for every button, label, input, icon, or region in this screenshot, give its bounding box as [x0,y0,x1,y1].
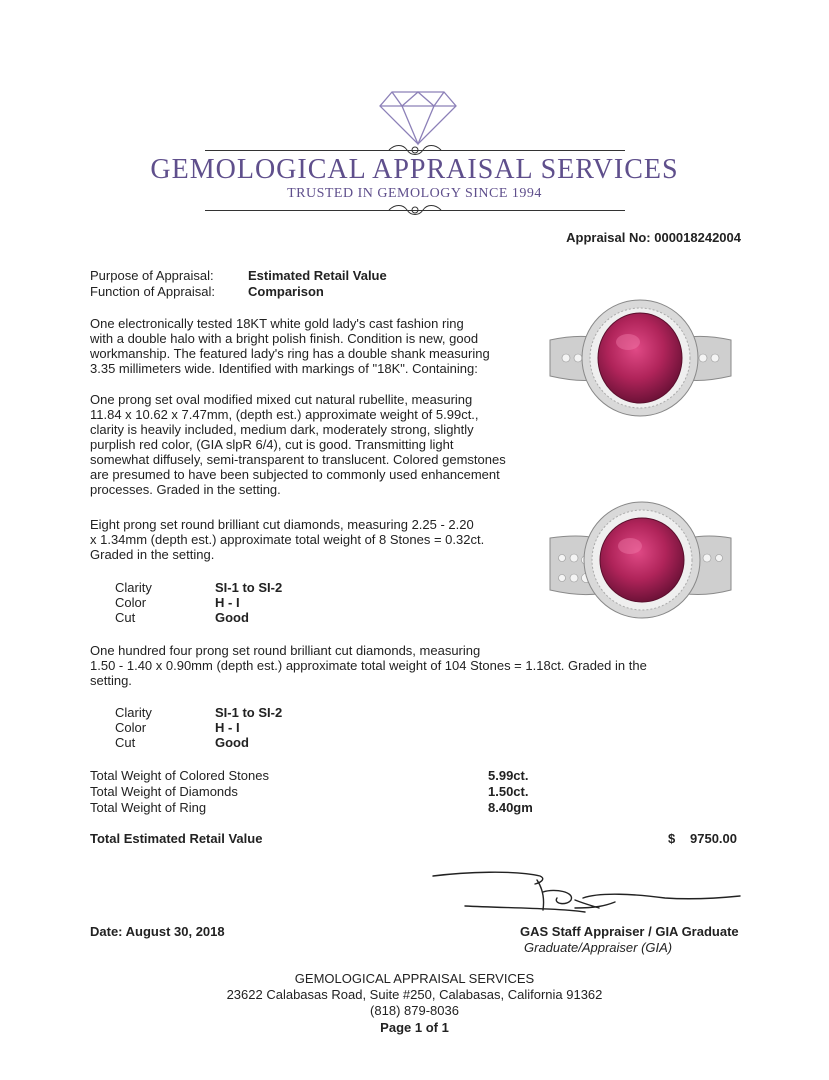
diamonds-1-description: Eight prong set round brilliant cut diamonds, measuring 2.25 - 2.20 x 1.34mm (depth est.) approximate total weight of 8 Stones = 0.32ct. Graded in the setting. [90,517,485,562]
diamonds-2-grade-values: SI-1 to SI-2 H - I Good [215,705,283,750]
diamonds-1-grade-values: SI-1 to SI-2 H - I Good [215,580,283,625]
appraiser-subtitle: Graduate/Appraiser (GIA) [524,940,673,955]
purpose-value: Estimated Retail Value [248,268,387,283]
appraisal-number: Appraisal No: 000018242004 [566,230,741,245]
total-ring-value: 8.40gm [488,800,533,815]
center-stone-description: One prong set oval modified mixed cut natural rubellite, measuring 11.84 x 10.62 x 7.47mm, (depth est.) approximate weight of 5.99ct., clarity is heavily included, medium dark, moderately strong, slightly purplish red color, (GIA slpR 6/4), cut is good. Transmitting light somewhat diffusely, semi-transparent to translucent. Colored gemstones are presumed to have been subjected to commonly used enhancement processes. Graded in the setting. [90,392,506,497]
diamond-logo-icon [378,88,458,146]
total-colored-label: Total Weight of Colored Stones [90,768,269,783]
function-value: Comparison [248,284,324,299]
ring-description: One electronically tested 18KT white gold lady's cast fashion ring with a double halo with a bright polish finish. Condition is new, good workmanship. The featured lady's ring has a double shank measuring 3.35 millimeters wide. Identified with markings of "18K". Containing: [90,316,490,376]
ring-photo-angle-view [548,498,733,628]
appraisal-date: Date: August 30, 2018 [90,924,225,939]
flourish-bottom-icon [385,202,445,218]
company-name: GEMOLOGICAL APPRAISAL SERVICES [150,154,679,185]
ring-photo-top-view [548,290,733,430]
footer-company: GEMOLOGICAL APPRAISAL SERVICES [294,971,535,986]
page-number: Page 1 of 1 [380,1020,449,1035]
total-diamonds-value: 1.50ct. [488,784,529,799]
total-ring-label: Total Weight of Ring [90,800,207,815]
total-diamonds-label: Total Weight of Diamonds [90,784,238,799]
function-label: Function of Appraisal: [90,284,216,299]
company-tagline: TRUSTED IN GEMOLOGY SINCE 1994 [287,186,542,201]
footer-address: 23622 Calabasas Road, Suite #250, Calabasas, California 91362 [226,987,603,1002]
retail-value-label: Total Estimated Retail Value [90,831,263,846]
appraiser-signature-icon [425,862,745,922]
appraiser-title: GAS Staff Appraiser / GIA Graduate [520,924,739,939]
total-colored-value: 5.99ct. [488,768,529,783]
footer-phone: (818) 879-8036 [370,1003,459,1018]
diamonds-2-grade-labels: Clarity Color Cut [115,705,152,750]
retail-value-amount: 9750.00 [690,831,737,846]
purpose-label: Purpose of Appraisal: [90,268,214,283]
diamonds-2-description: One hundred four prong set round brilliant cut diamonds, measuring 1.50 - 1.40 x 0.90mm (depth est.) approximate total weight of 104 Stones = 1.18ct. Graded in the setting. [90,643,647,688]
diamonds-1-grade-labels: Clarity Color Cut [115,580,152,625]
currency-symbol: $ [668,831,676,846]
